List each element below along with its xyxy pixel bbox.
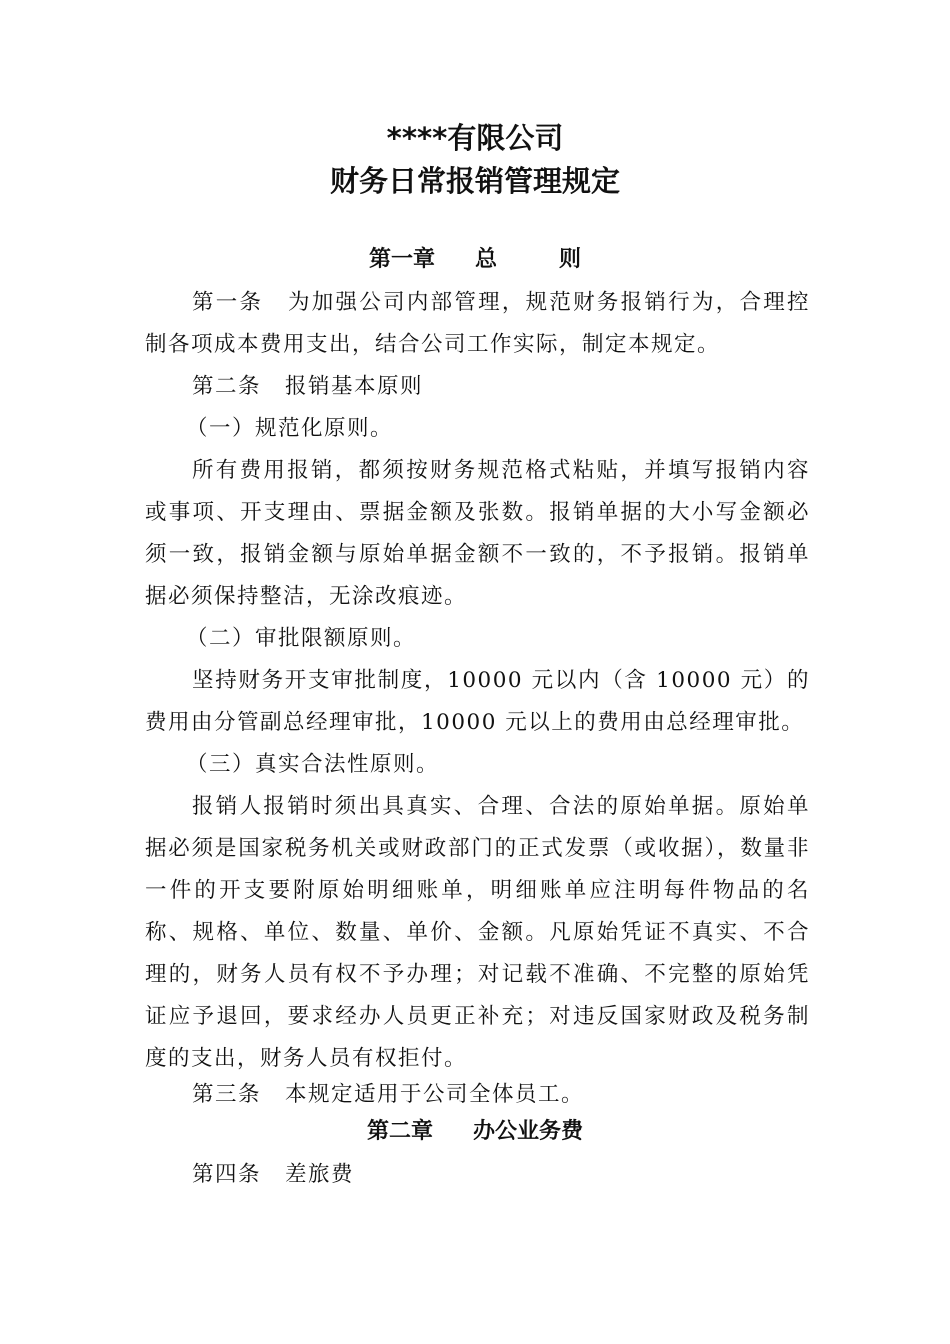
principle-1-text: 所有费用报销，都须按财务规范格式粘贴，并填写报销内容或事项、开支理由、票据金额及张数。报销单据的大小写金额必须一致，报销金额与原始单据金额不一致的，不予报销。报销单据必须保持整洁，无涂改痕迹。 <box>145 458 810 609</box>
principle-3-text: 报销人报销时须出具真实、合理、合法的原始单据。原始单据必须是国家税务机关或财政部门的正式发票（或收据），数量非一件的开支要附原始明细账单，明细账单应注明每件物品的名称、规格、单位、数量、单价、金额。凡原始凭证不真实、不合理的，财务人员有权不予办理；对记载不准确、不完整的原始凭证应予退回，要求经办人员更正补充；对违反国家财政及税务制度的支出，财务人员有权拒付。 <box>145 794 810 1071</box>
company-title: ****有限公司 <box>386 121 564 155</box>
article-1-label: 第一条 <box>192 290 264 315</box>
chapter-1-heading <box>0 244 950 274</box>
document-title: 财务日常报销管理规定 <box>329 164 620 198</box>
principle-2-text: 坚持财务开支审批制度，10000 元以内（含 10000 元）的费用由分管副总经理审批，10000 元以上的费用由总经理审批。 <box>145 668 810 735</box>
article-4-text: 差旅费 <box>285 1162 355 1187</box>
chapter-2-name: 办公业务费 <box>473 1118 584 1144</box>
article-3-text: 本规定适用于公司全体员工。 <box>285 1082 585 1107</box>
chapter-1-name-a: 总 <box>474 246 497 272</box>
article-2-text: 报销基本原则 <box>285 374 424 399</box>
article-1-text: 为加强公司内部管理，规范财务报销行为，合理控制各项成本费用支出，结合公司工作实际，制定本规定。 <box>145 290 810 357</box>
principle-2-title: （二）审批限额原则。 <box>186 626 417 651</box>
article-2 <box>145 366 810 408</box>
chapter-2-label: 第二章 <box>366 1118 433 1144</box>
principle-3-title: （三）真实合法性原则。 <box>186 752 440 777</box>
principle-1-title: （一）规范化原则。 <box>186 416 394 441</box>
article-4-label: 第四条 <box>192 1162 262 1187</box>
article-3 <box>145 1074 810 1116</box>
chapter-1-label: 第一章 <box>368 246 435 272</box>
chapter-1-name-b: 则 <box>559 246 582 272</box>
article-1 <box>145 282 810 366</box>
article-4 <box>145 1154 810 1196</box>
article-3-label: 第三条 <box>192 1082 262 1107</box>
article-2-label: 第二条 <box>192 374 262 399</box>
chapter-2-heading <box>0 1116 950 1146</box>
